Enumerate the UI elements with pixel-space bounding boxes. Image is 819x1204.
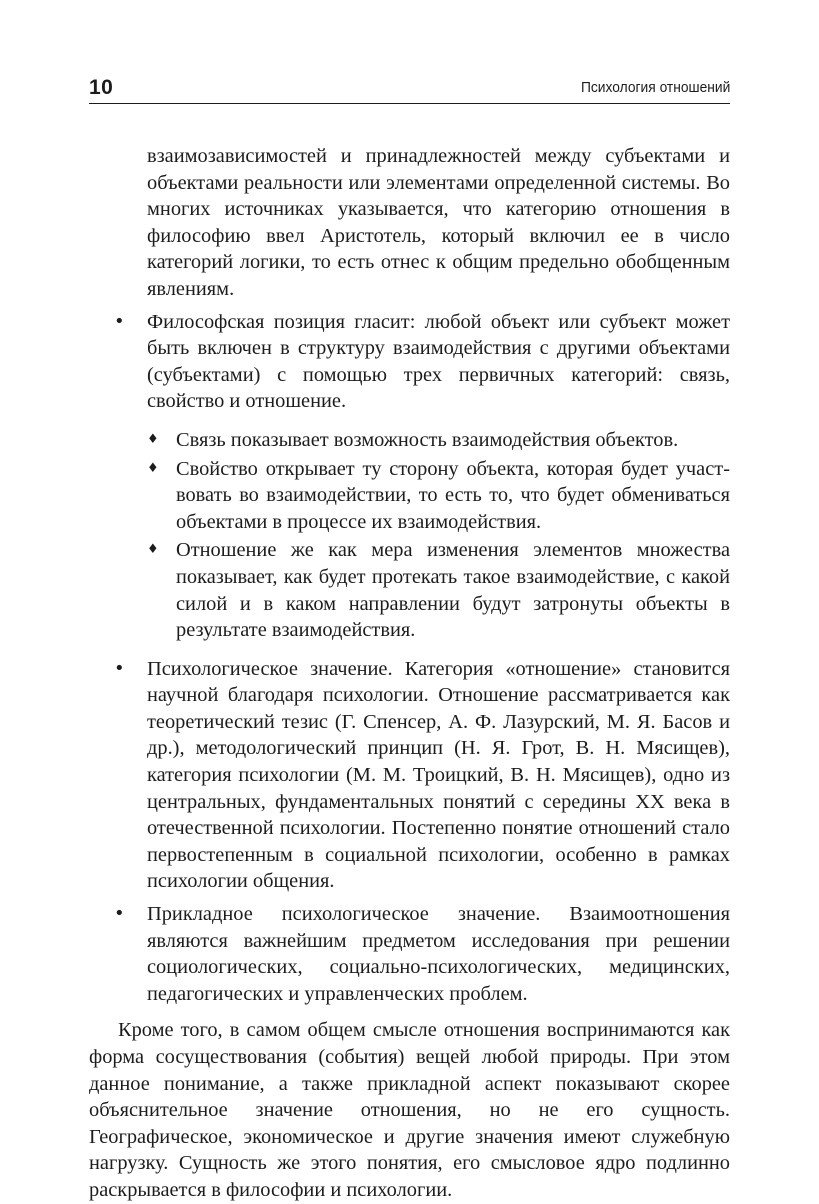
bullet-list [89, 309, 730, 1008]
bullet-text: Прикладное психологическое значение. Взаимоотношения являются важнейшим предметом исследования при решении социологических, социально-психологических, медицинских, педагогических и управленческих проблем. [147, 903, 730, 1005]
diamond-marker: ♦ [147, 460, 159, 476]
page-content [89, 143, 730, 1204]
bullet-text: Философская позиция гласит: любой объект или субъект может быть включен в структуру взаимодействия с другими объектами (субъектами) с помощью трех первичных категорий: связь, свойство и отношение. [147, 310, 730, 413]
sub-item-link [147, 427, 730, 454]
bullet-item-psychological [89, 656, 730, 895]
running-title: Психология отношений [580, 79, 730, 96]
bullet-marker: • [114, 310, 125, 332]
sub-item-text: Отношение же как мера изменения элементов множества показывает, как будет протекать такое взаимодействие, с какой силой и в каком направлении будут затронуты объекты в результате взаимодействия. [176, 539, 730, 642]
bullet-marker: • [114, 657, 125, 679]
sub-item-text: Связь показывает возможность взаимодействия объектов. [176, 428, 679, 451]
sub-bullet-list [147, 427, 730, 644]
sub-item-property [147, 456, 730, 536]
bullet-text: Психологическое значение. Категория «отношение» становится научной благодаря психологии. Отношение рассматривается как теоретический тезис (Г. Спенсер, А. Ф. Лазурский, М. Я. Басов и др.), методологический принцип (Н. Я. Грот, В. Н. Мясищев), категория психологии (М. М. Троицкий, В. Н. Мясищев), одно из центральных, фундаментальных понятий с середины XX века в отечественной психологии. Постепенно понятие отношений стало первостепенным в социальной психологии, особенно в рамках психологии общения. [147, 657, 730, 893]
page-number: 10 [89, 76, 114, 99]
bullet-marker: • [114, 903, 125, 925]
diamond-marker: ♦ [147, 542, 159, 558]
closing-paragraph: Кроме того, в самом общем смысле отношения воспринимаются как форма сосуществования (события) вещей любой природы. При этом данное понимание, а также прикладной аспект показывают скорее объяснительное значение отношения, но не его сущность. Географическое, экономическое и другие значения имеют служебную нагрузку. Сущность же этого понятия, его смысловое ядро подлинно раскрывается в философии и психологии. [89, 1019, 730, 1201]
sub-item-relation [147, 537, 730, 643]
bullet-item-philosophical [89, 309, 730, 644]
header-rule [89, 103, 730, 104]
sub-item-text: Свойство открывает ту сторону объекта, которая будет участвовать во взаимодействии, то есть то, что будет обмениваться объектами в процессе их взаимодействия. [176, 457, 730, 533]
bullet-item-applied [89, 901, 730, 1007]
diamond-marker: ♦ [147, 431, 159, 447]
continued-paragraph: взаимозависимостей и принадлежностей между субъектами и объектами реальности или элементами определенной системы. Во многих источниках указывается, что категорию отношения в философию ввел Аристотель, который включил ее в число категорий логики, то есть отнес к общим предельно обобщенным явлениям. [147, 145, 730, 300]
